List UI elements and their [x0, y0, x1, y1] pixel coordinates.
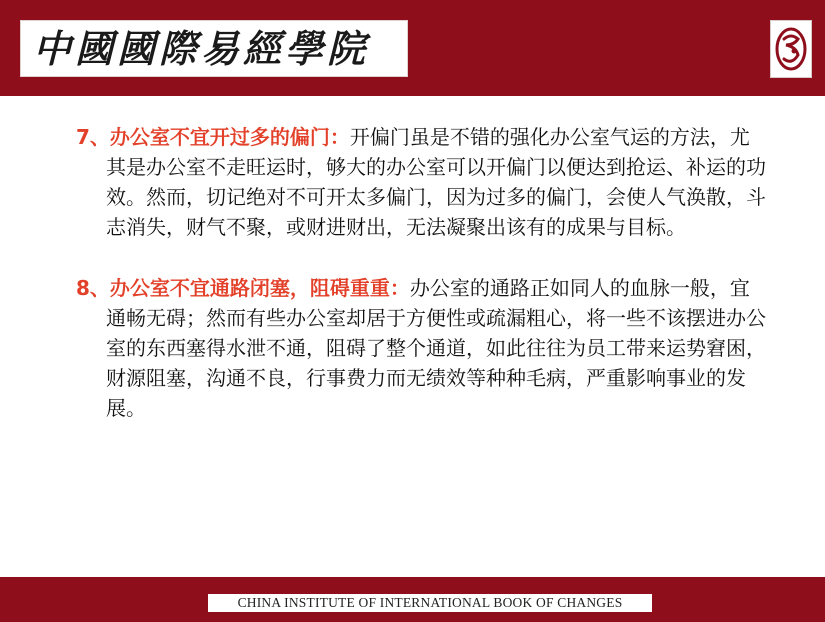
footer-banner: [208, 594, 652, 612]
item-body: 办公室的通路正如同人的血脉一般，宜通畅无碍；然而有些办公室却居于方便性或疏漏粗心，将一些不该摆进办公室的东西塞得水泄不通，阻碍了整个通道，如此往往为员工带来运势窘困，财源阻塞，沟通不良，行事费力而无绩效等种种毛病，严重影响事业的发展。: [106, 276, 766, 420]
title-banner: [20, 20, 408, 77]
list-item: [76, 273, 766, 423]
footer-text: CHINA INSTITUTE OF INTERNATIONAL BOOK OF CHANGES: [237, 595, 623, 610]
seal-logo-icon: [774, 25, 808, 73]
list-item: [76, 122, 766, 242]
item-body: 开偏门虽是不错的强化办公室气运的方法，尤其是办公室不走旺运时，够大的办公室可以开偏门以便达到抢运、补运的功效。然而，切记绝对不可开太多偏门，因为过多的偏门，会使人气涣散，斗志消失，财气不聚，或财进财出，无法凝聚出该有的成果与目标。: [106, 125, 766, 239]
item-heading: 7、办公室不宜开过多的偏门：: [76, 125, 350, 149]
logo: [770, 20, 812, 78]
content-area: [76, 122, 766, 454]
page-title: 中國國際易經學院: [33, 25, 370, 71]
item-heading: 8、办公室不宜通路闭塞，阻碍重重：: [76, 276, 410, 300]
